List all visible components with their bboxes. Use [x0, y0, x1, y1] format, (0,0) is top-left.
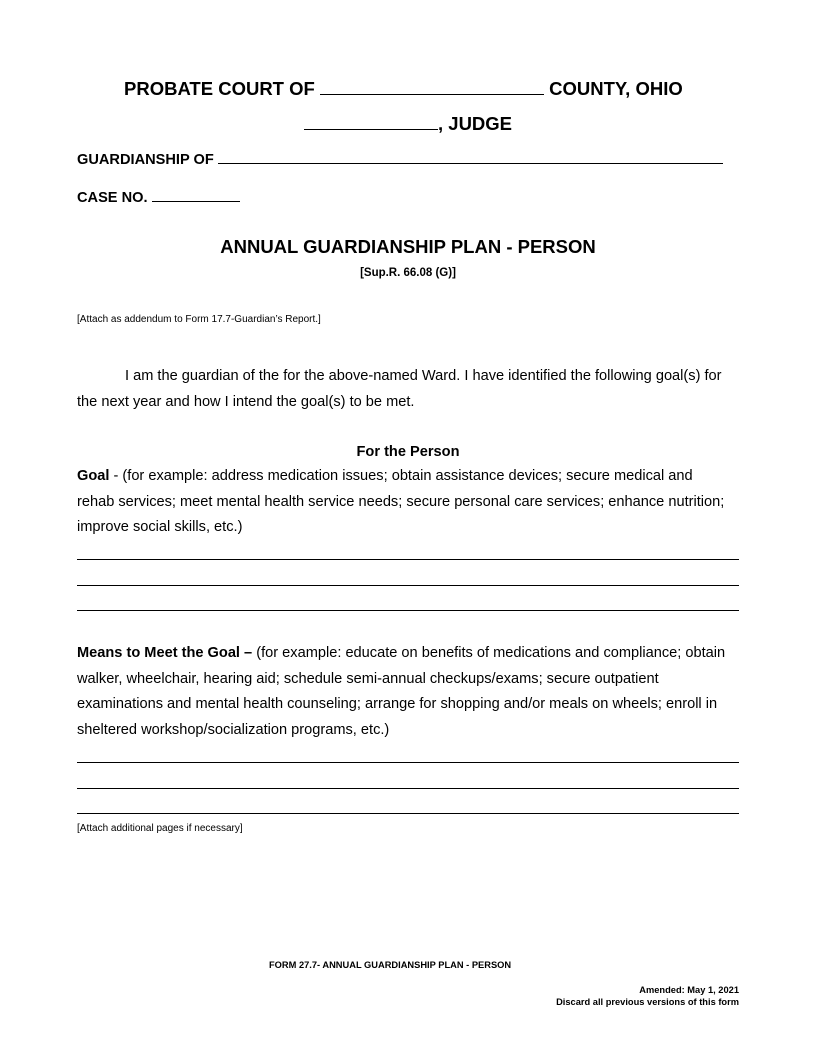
judge-line [304, 113, 512, 135]
rule-reference: [Sup.R. 66.08 (G)] [360, 267, 456, 279]
means-paragraph [77, 641, 739, 743]
guardianship-label: GUARDIANSHIP OF [77, 152, 214, 168]
court-heading [124, 78, 683, 100]
intro-line-2: the next year and how I intend the goal(s) to be met. [77, 393, 415, 410]
footer-discard: Discard all previous versions of this form [556, 997, 739, 1007]
footer-form-name: FORM 27.7- ANNUAL GUARDIANSHIP PLAN - PERSON [269, 960, 512, 970]
means-line-4: sheltered workshop/socialization programs, etc.) [77, 721, 390, 738]
goal-answer-line-1[interactable] [77, 559, 739, 560]
guardianship-line [77, 152, 723, 168]
judge-field[interactable] [304, 129, 438, 130]
goal-line-2: rehab services; meet mental health service needs; secure personal care services; enhance nutrition; [77, 493, 725, 510]
goal-answer-line-3[interactable] [77, 610, 739, 611]
case-line [77, 190, 240, 206]
page-title: ANNUAL GUARDIANSHIP PLAN - PERSON [220, 236, 596, 257]
means-answer-line-2[interactable] [77, 788, 739, 789]
case-label: CASE NO. [77, 190, 148, 206]
means-line-1: Means to Meet the Goal – (for example: educate on benefits of medications and compliance; obtain [77, 645, 726, 661]
means-answer-line-1[interactable] [77, 762, 739, 763]
means-line-2: walker, wheelchair, hearing aid; schedule semi-annual checkups/exams; secure outpatient [77, 670, 659, 687]
means-label: Means to Meet the Goal – [77, 645, 253, 661]
section-heading: For the Person [356, 444, 460, 460]
goal-line-3: improve social skills, etc.) [77, 519, 243, 535]
goal-line-1: Goal - (for example: address medication issues; obtain assistance devices; secure medical and [77, 468, 693, 484]
court-suffix: COUNTY, OHIO [549, 78, 683, 99]
intro-line-1: I am the guardian of the for the above-named Ward. I have identified the following goal(s) for [125, 368, 722, 384]
intro-paragraph [77, 364, 739, 415]
case-number-field[interactable] [152, 201, 240, 202]
goal-label: Goal [77, 468, 110, 484]
additional-pages-note: [Attach additional pages if necessary] [77, 823, 243, 834]
footer-amended: Amended: May 1, 2021 [639, 985, 739, 995]
means-line-3: examinations and mental health counseling; arrange for shopping and/or meals on wheels; enroll in [77, 696, 718, 712]
goal-answer-line-2[interactable] [77, 585, 739, 586]
county-field[interactable] [320, 94, 544, 95]
goal-paragraph [77, 464, 739, 541]
means-answer-line-3[interactable] [77, 813, 739, 814]
attach-note: [Attach as addendum to Form 17.7-Guardian’s Report.] [77, 314, 321, 325]
guardianship-field[interactable] [218, 163, 723, 164]
judge-suffix: , JUDGE [438, 113, 513, 134]
court-prefix: PROBATE COURT OF [124, 78, 315, 99]
